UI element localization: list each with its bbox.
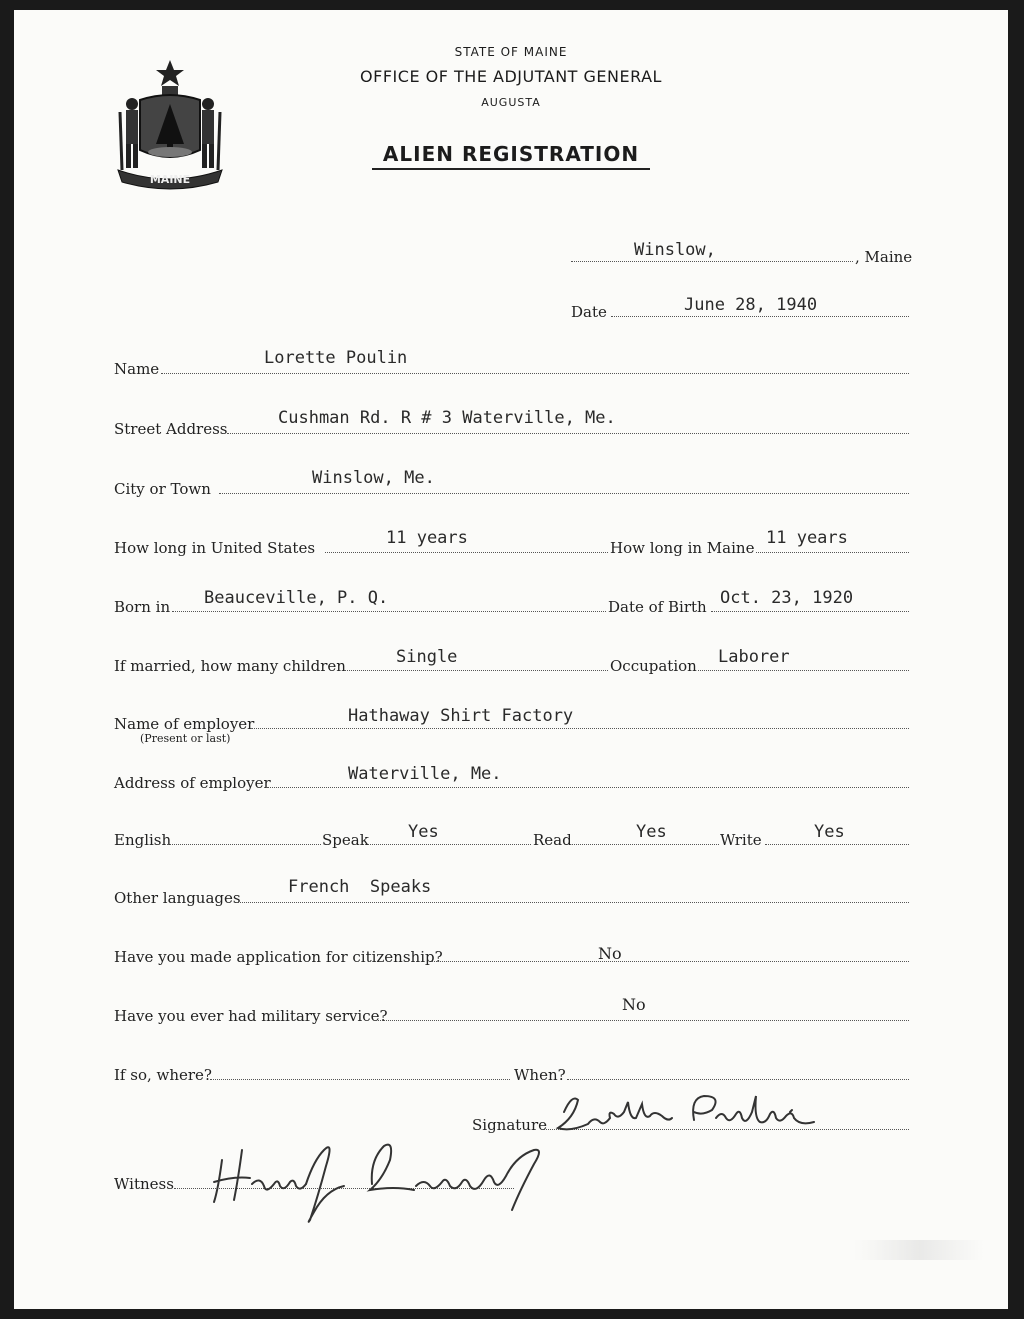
occupation-label: Occupation bbox=[610, 657, 697, 675]
where-line bbox=[210, 1079, 510, 1080]
place-suffix: , Maine bbox=[855, 248, 913, 266]
other-languages-line bbox=[236, 902, 909, 903]
date-of-birth-value: Oct. 23, 1920 bbox=[720, 588, 854, 608]
place-value: Winslow, bbox=[634, 240, 716, 260]
name-label: Name bbox=[114, 360, 160, 378]
signature-label: Signature bbox=[472, 1116, 548, 1134]
children-value: Single bbox=[396, 647, 458, 667]
street-address-line bbox=[227, 433, 909, 434]
read-line bbox=[572, 844, 719, 845]
street-address-value: Cushman Rd. R # 3 Waterville, Me. bbox=[278, 408, 616, 428]
children-line bbox=[344, 670, 608, 671]
read-label: Read bbox=[533, 831, 572, 849]
header-office: OFFICE OF THE ADJUTANT GENERAL bbox=[360, 67, 662, 86]
date-of-birth-line bbox=[711, 611, 909, 612]
born-in-value: Beauceville, P. Q. bbox=[204, 588, 389, 608]
military-value: No bbox=[622, 995, 646, 1014]
city-label: City or Town bbox=[114, 480, 211, 498]
other-languages-label: Other languages bbox=[114, 889, 241, 907]
military-label: Have you ever had military service? bbox=[114, 1007, 388, 1025]
employer-address-line bbox=[266, 787, 909, 788]
when-line bbox=[567, 1079, 909, 1080]
how-long-us-line bbox=[325, 552, 608, 553]
name-value: Lorette Poulin bbox=[264, 348, 408, 368]
place-line bbox=[571, 261, 853, 262]
citizenship-line bbox=[432, 961, 909, 962]
other-languages-value: French Speaks bbox=[288, 877, 432, 897]
born-in-label: Born in bbox=[114, 598, 171, 616]
where-label: If so, where? bbox=[114, 1066, 212, 1084]
employer-address-value: Waterville, Me. bbox=[348, 764, 502, 784]
write-line bbox=[765, 844, 909, 845]
employer-name-sublabel: (Present or last) bbox=[140, 732, 231, 745]
write-label: Write bbox=[720, 831, 762, 849]
children-label: If married, how many children bbox=[114, 657, 346, 675]
header-state: STATE OF MAINE bbox=[454, 45, 568, 59]
speak-value: Yes bbox=[408, 822, 439, 842]
when-label: When? bbox=[514, 1066, 566, 1084]
header-city: AUGUSTA bbox=[481, 96, 541, 109]
employer-name-label: Name of employer bbox=[114, 715, 255, 733]
how-long-us-value: 11 years bbox=[386, 528, 468, 548]
born-in-line bbox=[172, 611, 606, 612]
write-value: Yes bbox=[814, 822, 845, 842]
seal-text: MAINE bbox=[149, 173, 191, 186]
paper-smudge bbox=[854, 1240, 984, 1260]
speak-line bbox=[368, 844, 531, 845]
witness-signature-value bbox=[194, 1120, 554, 1230]
citizenship-label: Have you made application for citizenship? bbox=[114, 948, 443, 966]
name-line bbox=[161, 373, 909, 374]
date-label: Date bbox=[571, 303, 607, 321]
military-line bbox=[376, 1020, 909, 1021]
occupation-value: Laborer bbox=[718, 647, 790, 667]
witness-label: Witness bbox=[114, 1175, 174, 1193]
speak-label: Speak bbox=[322, 831, 369, 849]
city-value: Winslow, Me. bbox=[312, 468, 435, 488]
date-value: June 28, 1940 bbox=[684, 295, 818, 315]
citizenship-value: No bbox=[598, 944, 622, 963]
how-long-maine-label: How long in Maine bbox=[610, 539, 755, 557]
form-title: ALIEN REGISTRATION bbox=[382, 142, 640, 166]
how-long-us-label: How long in United States bbox=[114, 539, 316, 557]
title-underline bbox=[372, 168, 650, 170]
occupation-line bbox=[698, 670, 909, 671]
english-label: English bbox=[114, 831, 172, 849]
english-line bbox=[167, 844, 321, 845]
read-value: Yes bbox=[636, 822, 667, 842]
employer-address-label: Address of employer bbox=[114, 774, 271, 792]
how-long-maine-value: 11 years bbox=[766, 528, 848, 548]
signature-value bbox=[544, 1082, 844, 1142]
date-of-birth-label: Date of Birth bbox=[608, 598, 707, 616]
street-address-label: Street Address bbox=[114, 420, 228, 438]
employer-name-value: Hathaway Shirt Factory bbox=[348, 706, 574, 726]
alien-registration-form bbox=[14, 10, 1008, 1309]
how-long-maine-line bbox=[756, 552, 909, 553]
date-line bbox=[611, 316, 909, 317]
city-line bbox=[219, 493, 909, 494]
employer-name-line bbox=[252, 728, 909, 729]
